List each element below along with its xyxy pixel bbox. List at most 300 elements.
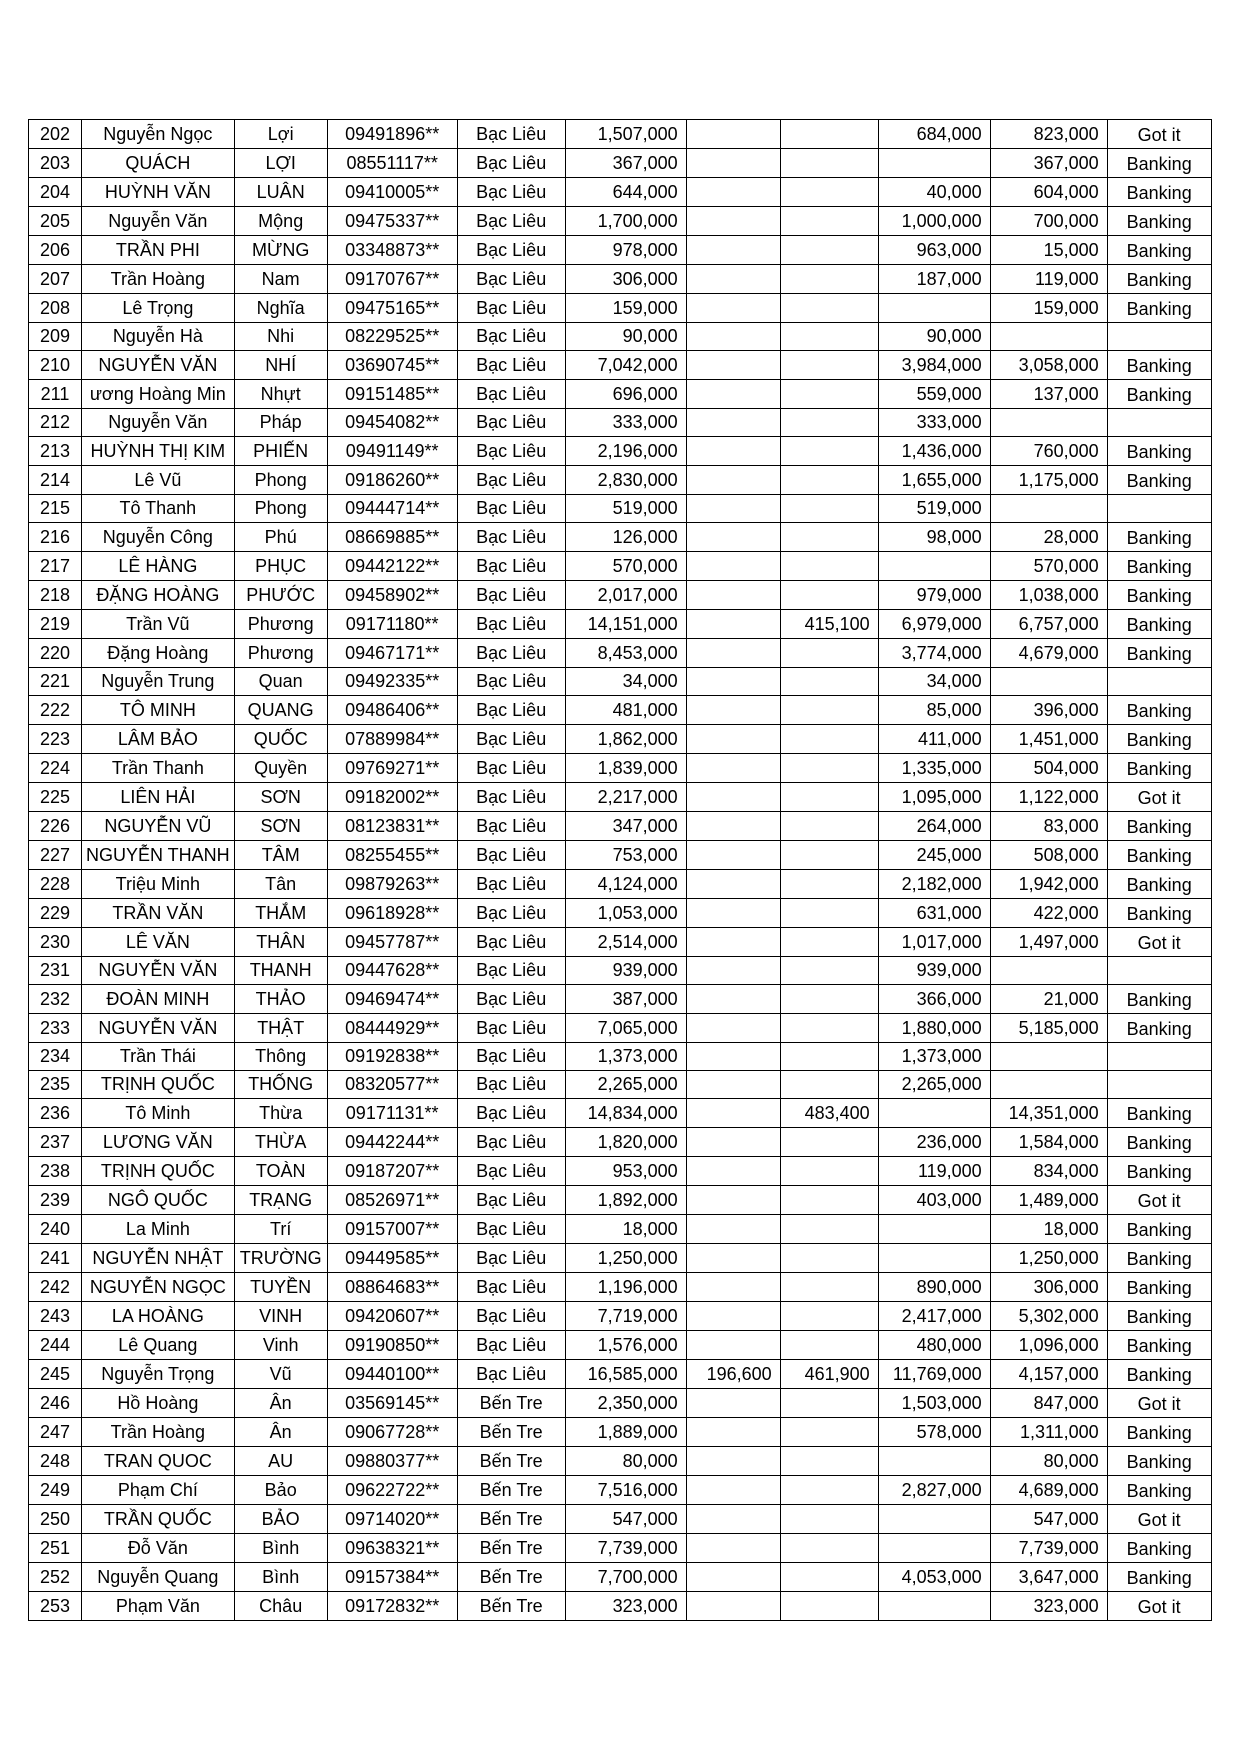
cell-payment-method: Banking xyxy=(1107,899,1211,928)
cell-row-number: 221 xyxy=(29,668,82,696)
cell-payment-method: Banking xyxy=(1107,1215,1211,1244)
cell-deduction-b xyxy=(780,380,878,409)
cell-remaining-amount: 18,000 xyxy=(990,1215,1107,1244)
cell-total-amount: 7,700,000 xyxy=(565,1563,686,1592)
cell-deduction-b xyxy=(780,1418,878,1447)
cell-row-number: 244 xyxy=(29,1331,82,1360)
cell-deduction-a xyxy=(686,957,780,985)
cell-total-amount: 367,000 xyxy=(565,149,686,178)
cell-paid-amount: 578,000 xyxy=(878,1418,990,1447)
cell-deduction-a xyxy=(686,323,780,351)
cell-last-name: Tô Thanh xyxy=(82,495,235,523)
cell-province: Bạc Liêu xyxy=(457,581,565,610)
cell-first-name: Pháp xyxy=(234,409,327,437)
cell-remaining-amount: 137,000 xyxy=(990,380,1107,409)
cell-paid-amount: 6,979,000 xyxy=(878,610,990,639)
cell-payment-method: Banking xyxy=(1107,985,1211,1014)
cell-first-name: PHIẾN xyxy=(234,437,327,466)
cell-deduction-b xyxy=(780,1592,878,1621)
cell-deduction-b xyxy=(780,1505,878,1534)
cell-row-number: 236 xyxy=(29,1099,82,1128)
cell-payment-method: Banking xyxy=(1107,1534,1211,1563)
cell-payment-method: Banking xyxy=(1107,149,1211,178)
cell-province: Bạc Liêu xyxy=(457,294,565,323)
cell-paid-amount: 11,769,000 xyxy=(878,1360,990,1389)
cell-province: Bạc Liêu xyxy=(457,552,565,581)
cell-paid-amount: 631,000 xyxy=(878,899,990,928)
table-row xyxy=(29,1157,1212,1186)
cell-first-name: Châu xyxy=(234,1592,327,1621)
cell-payment-method: Banking xyxy=(1107,1099,1211,1128)
table-row xyxy=(29,380,1212,409)
cell-first-name: NHÍ xyxy=(234,351,327,380)
table-row xyxy=(29,841,1212,870)
cell-deduction-b xyxy=(780,899,878,928)
cell-paid-amount: 34,000 xyxy=(878,668,990,696)
cell-row-number: 222 xyxy=(29,696,82,725)
cell-first-name: THANH xyxy=(234,957,327,985)
cell-first-name: Quyền xyxy=(234,754,327,783)
cell-deduction-b xyxy=(780,1071,878,1099)
cell-total-amount: 1,576,000 xyxy=(565,1331,686,1360)
cell-payment-method: Banking xyxy=(1107,178,1211,207)
cell-remaining-amount: 4,689,000 xyxy=(990,1476,1107,1505)
cell-deduction-b xyxy=(780,409,878,437)
cell-remaining-amount: 119,000 xyxy=(990,265,1107,294)
cell-total-amount: 570,000 xyxy=(565,552,686,581)
cell-last-name: Hồ Hoàng xyxy=(82,1389,235,1418)
cell-row-number: 242 xyxy=(29,1273,82,1302)
cell-payment-method: Banking xyxy=(1107,1014,1211,1043)
cell-last-name: Đặng Hoàng xyxy=(82,639,235,668)
table-row xyxy=(29,178,1212,207)
cell-phone: 09618928** xyxy=(327,899,457,928)
table-row xyxy=(29,1273,1212,1302)
cell-deduction-a xyxy=(686,870,780,899)
table-row xyxy=(29,1071,1212,1099)
cell-first-name: Quan xyxy=(234,668,327,696)
cell-last-name: ĐOÀN MINH xyxy=(82,985,235,1014)
cell-total-amount: 7,516,000 xyxy=(565,1476,686,1505)
cell-deduction-b xyxy=(780,1215,878,1244)
cell-last-name: LƯƠNG VĂN xyxy=(82,1128,235,1157)
table-row xyxy=(29,581,1212,610)
cell-row-number: 211 xyxy=(29,380,82,409)
cell-province: Bạc Liêu xyxy=(457,178,565,207)
cell-first-name: Thừa xyxy=(234,1099,327,1128)
cell-phone: 09492335** xyxy=(327,668,457,696)
cell-row-number: 241 xyxy=(29,1244,82,1273)
cell-paid-amount: 3,984,000 xyxy=(878,351,990,380)
cell-remaining-amount: 547,000 xyxy=(990,1505,1107,1534)
cell-row-number: 205 xyxy=(29,207,82,236)
cell-last-name: LÊ HÀNG xyxy=(82,552,235,581)
cell-remaining-amount: 83,000 xyxy=(990,812,1107,841)
cell-phone: 03348873** xyxy=(327,236,457,265)
cell-row-number: 249 xyxy=(29,1476,82,1505)
cell-province: Bến Tre xyxy=(457,1563,565,1592)
cell-phone: 09172832** xyxy=(327,1592,457,1621)
table-row xyxy=(29,870,1212,899)
table-row xyxy=(29,1563,1212,1592)
cell-first-name: Nghĩa xyxy=(234,294,327,323)
cell-first-name: THẢO xyxy=(234,985,327,1014)
cell-remaining-amount: 28,000 xyxy=(990,523,1107,552)
cell-row-number: 235 xyxy=(29,1071,82,1099)
cell-deduction-b: 461,900 xyxy=(780,1360,878,1389)
cell-deduction-b: 483,400 xyxy=(780,1099,878,1128)
cell-remaining-amount: 1,497,000 xyxy=(990,928,1107,957)
cell-first-name: TOÀN xyxy=(234,1157,327,1186)
cell-last-name: NGUYỄN NHẬT xyxy=(82,1244,235,1273)
cell-deduction-b xyxy=(780,841,878,870)
cell-deduction-b xyxy=(780,236,878,265)
cell-payment-method: Banking xyxy=(1107,870,1211,899)
cell-phone: 08255455** xyxy=(327,841,457,870)
cell-province: Bạc Liêu xyxy=(457,899,565,928)
cell-payment-method: Banking xyxy=(1107,1563,1211,1592)
cell-first-name: Bình xyxy=(234,1563,327,1592)
table-row xyxy=(29,294,1212,323)
cell-payment-method: Banking xyxy=(1107,1128,1211,1157)
cell-last-name: Trần Hoàng xyxy=(82,265,235,294)
cell-row-number: 228 xyxy=(29,870,82,899)
cell-row-number: 225 xyxy=(29,783,82,812)
cell-first-name: Phong xyxy=(234,495,327,523)
cell-phone: 09486406** xyxy=(327,696,457,725)
cell-row-number: 251 xyxy=(29,1534,82,1563)
cell-remaining-amount: 823,000 xyxy=(990,120,1107,149)
cell-total-amount: 16,585,000 xyxy=(565,1360,686,1389)
cell-total-amount: 2,017,000 xyxy=(565,581,686,610)
cell-phone: 09458902** xyxy=(327,581,457,610)
table-row xyxy=(29,120,1212,149)
cell-paid-amount xyxy=(878,1244,990,1273)
cell-province: Bạc Liêu xyxy=(457,1099,565,1128)
cell-total-amount: 753,000 xyxy=(565,841,686,870)
table-row xyxy=(29,957,1212,985)
cell-paid-amount: 1,095,000 xyxy=(878,783,990,812)
table-row xyxy=(29,437,1212,466)
cell-phone: 09157384** xyxy=(327,1563,457,1592)
cell-remaining-amount: 1,096,000 xyxy=(990,1331,1107,1360)
table-row xyxy=(29,1302,1212,1331)
cell-province: Bạc Liêu xyxy=(457,1157,565,1186)
cell-total-amount: 1,053,000 xyxy=(565,899,686,928)
cell-first-name: TRƯỜNG xyxy=(234,1244,327,1273)
cell-deduction-a xyxy=(686,725,780,754)
cell-last-name: Nguyễn Văn xyxy=(82,207,235,236)
cell-row-number: 224 xyxy=(29,754,82,783)
cell-remaining-amount xyxy=(990,668,1107,696)
cell-remaining-amount xyxy=(990,1043,1107,1071)
cell-first-name: Trí xyxy=(234,1215,327,1244)
cell-total-amount: 1,839,000 xyxy=(565,754,686,783)
cell-remaining-amount: 508,000 xyxy=(990,841,1107,870)
cell-province: Bạc Liêu xyxy=(457,957,565,985)
cell-paid-amount: 40,000 xyxy=(878,178,990,207)
cell-last-name: Lê Vũ xyxy=(82,466,235,495)
cell-deduction-a xyxy=(686,1043,780,1071)
cell-remaining-amount: 834,000 xyxy=(990,1157,1107,1186)
cell-deduction-b xyxy=(780,725,878,754)
table-row xyxy=(29,696,1212,725)
cell-deduction-a xyxy=(686,437,780,466)
cell-paid-amount: 1,503,000 xyxy=(878,1389,990,1418)
cell-deduction-b xyxy=(780,639,878,668)
cell-total-amount: 978,000 xyxy=(565,236,686,265)
cell-deduction-b xyxy=(780,668,878,696)
cell-phone: 08864683** xyxy=(327,1273,457,1302)
cell-phone: 08444929** xyxy=(327,1014,457,1043)
cell-deduction-b xyxy=(780,1476,878,1505)
cell-payment-method: Got it xyxy=(1107,1592,1211,1621)
cell-phone: 03690745** xyxy=(327,351,457,380)
cell-deduction-a xyxy=(686,1157,780,1186)
cell-last-name: TRỊNH QUỐC xyxy=(82,1071,235,1099)
table-row xyxy=(29,1447,1212,1476)
cell-paid-amount: 1,655,000 xyxy=(878,466,990,495)
cell-row-number: 227 xyxy=(29,841,82,870)
table-row xyxy=(29,265,1212,294)
cell-deduction-a xyxy=(686,294,780,323)
cell-deduction-b xyxy=(780,466,878,495)
cell-phone: 09171180** xyxy=(327,610,457,639)
cell-payment-method: Got it xyxy=(1107,1186,1211,1215)
table-row xyxy=(29,1389,1212,1418)
cell-deduction-a xyxy=(686,841,780,870)
cell-payment-method xyxy=(1107,668,1211,696)
cell-last-name: NGUYỄN VĂN xyxy=(82,1014,235,1043)
cell-paid-amount: 1,000,000 xyxy=(878,207,990,236)
cell-phone: 09410005** xyxy=(327,178,457,207)
cell-payment-method: Banking xyxy=(1107,294,1211,323)
cell-first-name: QUANG xyxy=(234,696,327,725)
cell-paid-amount: 519,000 xyxy=(878,495,990,523)
cell-province: Bạc Liêu xyxy=(457,1014,565,1043)
cell-payment-method: Got it xyxy=(1107,928,1211,957)
cell-last-name: Phạm Văn xyxy=(82,1592,235,1621)
cell-total-amount: 159,000 xyxy=(565,294,686,323)
cell-paid-amount: 939,000 xyxy=(878,957,990,985)
cell-deduction-b xyxy=(780,696,878,725)
cell-row-number: 214 xyxy=(29,466,82,495)
cell-remaining-amount xyxy=(990,409,1107,437)
cell-first-name: THỪA xyxy=(234,1128,327,1157)
cell-phone: 09151485** xyxy=(327,380,457,409)
cell-province: Bạc Liêu xyxy=(457,265,565,294)
table-row xyxy=(29,783,1212,812)
cell-province: Bến Tre xyxy=(457,1476,565,1505)
cell-first-name: Bảo xyxy=(234,1476,327,1505)
cell-row-number: 219 xyxy=(29,610,82,639)
cell-remaining-amount: 3,058,000 xyxy=(990,351,1107,380)
cell-deduction-a xyxy=(686,1563,780,1592)
cell-payment-method: Banking xyxy=(1107,236,1211,265)
cell-payment-method xyxy=(1107,495,1211,523)
cell-last-name: ương Hoàng Min xyxy=(82,380,235,409)
cell-payment-method: Banking xyxy=(1107,610,1211,639)
cell-total-amount: 2,350,000 xyxy=(565,1389,686,1418)
cell-first-name: Mộng xyxy=(234,207,327,236)
table-row xyxy=(29,1418,1212,1447)
cell-total-amount: 1,373,000 xyxy=(565,1043,686,1071)
cell-payment-method: Banking xyxy=(1107,841,1211,870)
cell-row-number: 208 xyxy=(29,294,82,323)
cell-province: Bạc Liêu xyxy=(457,725,565,754)
cell-province: Bạc Liêu xyxy=(457,985,565,1014)
cell-remaining-amount: 1,250,000 xyxy=(990,1244,1107,1273)
table-row xyxy=(29,552,1212,581)
cell-row-number: 247 xyxy=(29,1418,82,1447)
cell-first-name: TÂM xyxy=(234,841,327,870)
cell-province: Bạc Liêu xyxy=(457,120,565,149)
cell-paid-amount: 979,000 xyxy=(878,581,990,610)
cell-row-number: 252 xyxy=(29,1563,82,1592)
cell-deduction-a: 196,600 xyxy=(686,1360,780,1389)
cell-deduction-b xyxy=(780,1273,878,1302)
cell-paid-amount: 333,000 xyxy=(878,409,990,437)
cell-payment-method xyxy=(1107,1071,1211,1099)
payment-table xyxy=(28,119,1212,1621)
cell-last-name: NGUYỄN VŨ xyxy=(82,812,235,841)
cell-deduction-b xyxy=(780,1563,878,1592)
cell-deduction-a xyxy=(686,1447,780,1476)
cell-province: Bạc Liêu xyxy=(457,1302,565,1331)
cell-payment-method: Got it xyxy=(1107,120,1211,149)
table-row xyxy=(29,236,1212,265)
cell-first-name: THỐNG xyxy=(234,1071,327,1099)
cell-total-amount: 4,124,000 xyxy=(565,870,686,899)
cell-paid-amount xyxy=(878,294,990,323)
cell-phone: 09622722** xyxy=(327,1476,457,1505)
table-row xyxy=(29,523,1212,552)
cell-remaining-amount: 159,000 xyxy=(990,294,1107,323)
cell-last-name: Triệu Minh xyxy=(82,870,235,899)
table-row xyxy=(29,351,1212,380)
cell-remaining-amount: 306,000 xyxy=(990,1273,1107,1302)
cell-deduction-b xyxy=(780,1331,878,1360)
cell-province: Bạc Liêu xyxy=(457,409,565,437)
cell-last-name: TRẦN QUỐC xyxy=(82,1505,235,1534)
cell-last-name: Nguyễn Quang xyxy=(82,1563,235,1592)
cell-paid-amount: 3,774,000 xyxy=(878,639,990,668)
cell-phone: 09442244** xyxy=(327,1128,457,1157)
cell-row-number: 237 xyxy=(29,1128,82,1157)
cell-remaining-amount: 1,584,000 xyxy=(990,1128,1107,1157)
cell-paid-amount: 684,000 xyxy=(878,120,990,149)
cell-remaining-amount: 7,739,000 xyxy=(990,1534,1107,1563)
cell-phone: 09190850** xyxy=(327,1331,457,1360)
cell-province: Bạc Liêu xyxy=(457,1273,565,1302)
cell-deduction-a xyxy=(686,1071,780,1099)
cell-deduction-a xyxy=(686,1534,780,1563)
cell-deduction-a xyxy=(686,1592,780,1621)
cell-last-name: LA HOÀNG xyxy=(82,1302,235,1331)
cell-deduction-a xyxy=(686,1476,780,1505)
cell-deduction-b: 415,100 xyxy=(780,610,878,639)
cell-payment-method: Banking xyxy=(1107,1360,1211,1389)
cell-paid-amount: 245,000 xyxy=(878,841,990,870)
cell-last-name: Nguyễn Công xyxy=(82,523,235,552)
cell-phone: 07889984** xyxy=(327,725,457,754)
cell-total-amount: 34,000 xyxy=(565,668,686,696)
cell-first-name: Phương xyxy=(234,639,327,668)
cell-row-number: 202 xyxy=(29,120,82,149)
cell-payment-method xyxy=(1107,323,1211,351)
cell-deduction-b xyxy=(780,1043,878,1071)
cell-deduction-b xyxy=(780,1534,878,1563)
cell-deduction-a xyxy=(686,1418,780,1447)
cell-payment-method: Banking xyxy=(1107,696,1211,725)
cell-first-name: THẬT xyxy=(234,1014,327,1043)
cell-province: Bạc Liêu xyxy=(457,149,565,178)
cell-phone: 09192838** xyxy=(327,1043,457,1071)
cell-deduction-a xyxy=(686,149,780,178)
cell-total-amount: 2,217,000 xyxy=(565,783,686,812)
cell-deduction-b xyxy=(780,928,878,957)
cell-total-amount: 1,862,000 xyxy=(565,725,686,754)
cell-remaining-amount: 367,000 xyxy=(990,149,1107,178)
cell-total-amount: 7,719,000 xyxy=(565,1302,686,1331)
cell-deduction-b xyxy=(780,1244,878,1273)
cell-payment-method: Banking xyxy=(1107,437,1211,466)
cell-province: Bến Tre xyxy=(457,1389,565,1418)
cell-first-name: TUYỀN xyxy=(234,1273,327,1302)
cell-phone: 09157007** xyxy=(327,1215,457,1244)
cell-province: Bạc Liêu xyxy=(457,1186,565,1215)
cell-deduction-b xyxy=(780,523,878,552)
cell-phone: 08551117** xyxy=(327,149,457,178)
cell-deduction-a xyxy=(686,1244,780,1273)
cell-row-number: 226 xyxy=(29,812,82,841)
cell-province: Bạc Liêu xyxy=(457,236,565,265)
cell-paid-amount: 2,417,000 xyxy=(878,1302,990,1331)
cell-deduction-a xyxy=(686,466,780,495)
cell-paid-amount xyxy=(878,1447,990,1476)
cell-paid-amount xyxy=(878,1215,990,1244)
cell-remaining-amount: 1,175,000 xyxy=(990,466,1107,495)
cell-row-number: 248 xyxy=(29,1447,82,1476)
table-row xyxy=(29,812,1212,841)
cell-last-name: NGUYỄN NGỌC xyxy=(82,1273,235,1302)
table-row xyxy=(29,1128,1212,1157)
cell-paid-amount: 366,000 xyxy=(878,985,990,1014)
cell-row-number: 209 xyxy=(29,323,82,351)
cell-phone: 08320577** xyxy=(327,1071,457,1099)
cell-paid-amount: 1,017,000 xyxy=(878,928,990,957)
cell-province: Bạc Liêu xyxy=(457,928,565,957)
cell-deduction-a xyxy=(686,495,780,523)
cell-total-amount: 547,000 xyxy=(565,1505,686,1534)
cell-paid-amount xyxy=(878,1592,990,1621)
cell-payment-method: Banking xyxy=(1107,1447,1211,1476)
cell-province: Bạc Liêu xyxy=(457,1071,565,1099)
cell-payment-method: Banking xyxy=(1107,1244,1211,1273)
cell-payment-method: Banking xyxy=(1107,581,1211,610)
cell-deduction-b xyxy=(780,754,878,783)
cell-province: Bến Tre xyxy=(457,1505,565,1534)
cell-deduction-b xyxy=(780,783,878,812)
table-row xyxy=(29,928,1212,957)
cell-payment-method: Banking xyxy=(1107,1157,1211,1186)
cell-phone: 09187207** xyxy=(327,1157,457,1186)
cell-deduction-a xyxy=(686,1302,780,1331)
cell-first-name: Ân xyxy=(234,1418,327,1447)
cell-deduction-b xyxy=(780,985,878,1014)
cell-province: Bạc Liêu xyxy=(457,668,565,696)
cell-deduction-a xyxy=(686,1273,780,1302)
